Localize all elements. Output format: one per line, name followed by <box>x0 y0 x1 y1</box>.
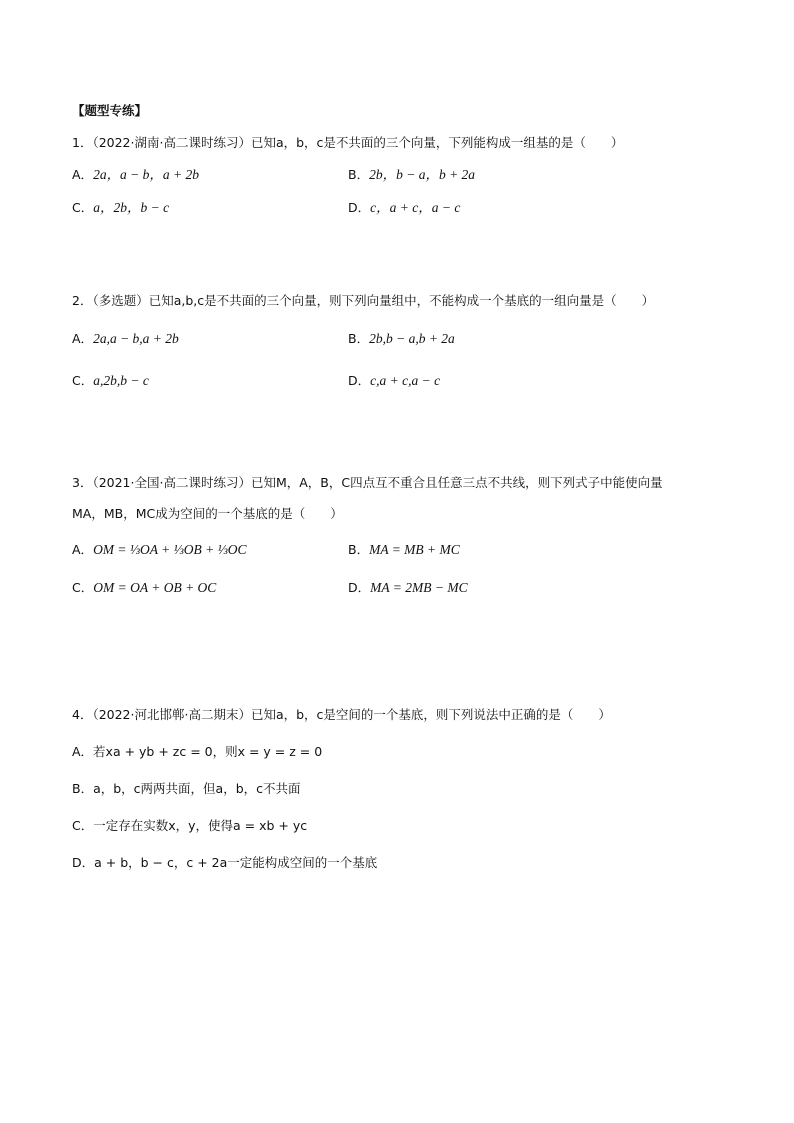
q4-option-a: A．若xa + yb + zc = 0，则x = y = z = 0 <box>72 744 323 759</box>
q4-option-c: C．一定存在实数x，y，使得a = xb + yc <box>72 818 308 833</box>
q1-option-b-text: 2b，b − a，b + 2a <box>369 167 476 182</box>
q3-option-d <box>348 580 468 596</box>
q2-option-d-text: c,a + c,a − c <box>370 373 441 388</box>
q1-option-b-label: B． <box>348 167 370 182</box>
q1-option-d-text: c，a + c，a − c <box>370 200 461 215</box>
q3-option-d-label: D． <box>348 580 371 595</box>
q3-option-a <box>72 542 247 558</box>
q2-option-a <box>72 331 179 347</box>
q4-option-b: B．a，b，c两两共面，但a，b，c不共面 <box>72 781 301 796</box>
q1-option-a-label: A． <box>72 167 94 182</box>
q1-option-d-label: D． <box>348 200 371 215</box>
q2-option-d-label: D． <box>348 373 371 388</box>
q3-option-a-text: OM = ⅓OA + ⅓OB + ⅓OC <box>93 542 247 557</box>
q4-option-d: D．a + b，b − c，c + 2a一定能构成空间的一个基底 <box>72 855 378 870</box>
q2-option-c <box>72 373 149 389</box>
q3-option-b-label: B． <box>348 542 370 557</box>
q1-option-a-text: 2a，a − b，a + 2b <box>93 167 200 182</box>
q3-option-b <box>348 542 460 558</box>
q2-option-b-label: B． <box>348 331 370 346</box>
q2-option-a-text: 2a,a − b,a + 2b <box>93 331 179 346</box>
q3-option-c-label: C． <box>72 580 94 595</box>
q2-option-b <box>348 331 455 347</box>
q1-stem: 1．（2022·湖南·高二课时练习）已知a，b，c是不共面的三个向量，下列能构成一组基的是（ ） <box>72 135 624 150</box>
section-title: 【题型专练】 <box>72 103 148 118</box>
q3-option-d-text: MA = 2MB − MC <box>370 580 468 595</box>
q2-option-a-label: A． <box>72 331 94 346</box>
q1-option-d <box>348 200 460 216</box>
q2-option-c-text: a,2b,b − c <box>93 373 149 388</box>
q3-option-a-label: A． <box>72 542 94 557</box>
q3-stem-line2: MA，MB，MC成为空间的一个基底的是（ ） <box>72 506 343 521</box>
q3-option-b-text: MA = MB + MC <box>369 542 460 557</box>
q1-option-c <box>72 200 169 216</box>
q4-stem: 4．（2022·河北邯郸·高二期末）已知a，b，c是空间的一个基底，则下列说法中正确的是（ ） <box>72 707 611 722</box>
q2-option-c-label: C． <box>72 373 94 388</box>
q1-option-b <box>348 167 475 183</box>
q1-option-c-label: C． <box>72 200 94 215</box>
q1-option-a <box>72 167 199 183</box>
q2-option-b-text: 2b,b − a,b + 2a <box>369 331 455 346</box>
q2-stem: 2．（多选题）已知a,b,c是不共面的三个向量，则下列向量组中，不能构成一个基底的一组向量是（ ） <box>72 293 655 308</box>
q2-option-d <box>348 373 440 389</box>
q3-stem-line1: 3．（2021·全国·高二课时练习）已知M，A，B，C四点互不重合且任意三点不共线，则下列式子中能使向量 <box>72 475 663 490</box>
q3-option-c-text: OM = OA + OB + OC <box>93 580 217 595</box>
q3-option-c <box>72 580 216 596</box>
q1-option-c-text: a，2b，b − c <box>93 200 170 215</box>
